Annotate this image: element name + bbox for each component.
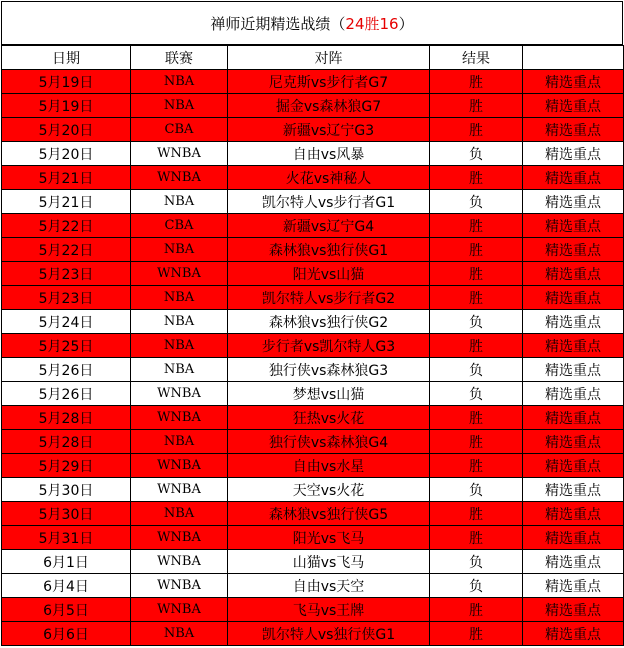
table-row — [2, 142, 624, 166]
header-result: 结果 — [430, 46, 523, 70]
cell-result: 胜 — [430, 430, 523, 454]
record-table — [1, 45, 624, 646]
cell-tag: 精选重点 — [523, 166, 624, 190]
cell-league: CBA — [131, 214, 228, 238]
header-date: 日期 — [2, 46, 131, 70]
cell-result: 胜 — [430, 334, 523, 358]
cell-matchup: 掘金vs森林狼G7 — [228, 94, 430, 118]
table-row — [2, 190, 624, 214]
cell-matchup: 新疆vs辽宁G3 — [228, 118, 430, 142]
table-row — [2, 214, 624, 238]
title-suffix: ） — [398, 14, 414, 33]
cell-tag: 精选重点 — [523, 454, 624, 478]
cell-date: 6月1日 — [2, 550, 131, 574]
cell-league: WNBA — [131, 382, 228, 406]
record-sheet — [1, 1, 623, 646]
cell-result: 负 — [430, 358, 523, 382]
cell-result: 胜 — [430, 526, 523, 550]
table-row — [2, 598, 624, 622]
cell-result: 胜 — [430, 94, 523, 118]
table-row — [2, 70, 624, 94]
cell-matchup: 自由vs天空 — [228, 574, 430, 598]
cell-result: 胜 — [430, 598, 523, 622]
cell-date: 5月30日 — [2, 502, 131, 526]
cell-league: NBA — [131, 502, 228, 526]
cell-result: 负 — [430, 142, 523, 166]
cell-date: 5月26日 — [2, 382, 131, 406]
cell-league: NBA — [131, 310, 228, 334]
cell-tag: 精选重点 — [523, 238, 624, 262]
cell-date: 5月22日 — [2, 214, 131, 238]
cell-league: WNBA — [131, 478, 228, 502]
cell-result: 负 — [430, 574, 523, 598]
table-row — [2, 166, 624, 190]
cell-date: 5月28日 — [2, 406, 131, 430]
table-row — [2, 310, 624, 334]
cell-matchup: 山猫vs飞马 — [228, 550, 430, 574]
table-row — [2, 502, 624, 526]
cell-league: WNBA — [131, 406, 228, 430]
cell-league: NBA — [131, 286, 228, 310]
cell-result: 胜 — [430, 70, 523, 94]
cell-result: 胜 — [430, 214, 523, 238]
cell-result: 胜 — [430, 118, 523, 142]
cell-result: 负 — [430, 478, 523, 502]
header-matchup: 对阵 — [228, 46, 430, 70]
cell-league: WNBA — [131, 142, 228, 166]
cell-tag: 精选重点 — [523, 310, 624, 334]
sheet-title — [1, 1, 623, 45]
cell-league: NBA — [131, 94, 228, 118]
cell-result: 胜 — [430, 262, 523, 286]
cell-league: NBA — [131, 190, 228, 214]
table-row — [2, 382, 624, 406]
cell-league: NBA — [131, 622, 228, 646]
cell-league: WNBA — [131, 574, 228, 598]
table-row — [2, 430, 624, 454]
cell-result: 胜 — [430, 454, 523, 478]
cell-date: 5月30日 — [2, 478, 131, 502]
cell-tag: 精选重点 — [523, 406, 624, 430]
cell-date: 5月25日 — [2, 334, 131, 358]
cell-date: 6月4日 — [2, 574, 131, 598]
table-row — [2, 94, 624, 118]
cell-date: 5月29日 — [2, 454, 131, 478]
table-row — [2, 526, 624, 550]
cell-league: NBA — [131, 358, 228, 382]
cell-tag: 精选重点 — [523, 334, 624, 358]
cell-matchup: 森林狼vs独行侠G1 — [228, 238, 430, 262]
cell-date: 5月20日 — [2, 118, 131, 142]
cell-tag: 精选重点 — [523, 70, 624, 94]
cell-result: 胜 — [430, 502, 523, 526]
cell-result: 胜 — [430, 622, 523, 646]
cell-league: NBA — [131, 334, 228, 358]
cell-matchup: 阳光vs飞马 — [228, 526, 430, 550]
cell-result: 负 — [430, 382, 523, 406]
table-row — [2, 238, 624, 262]
cell-matchup: 森林狼vs独行侠G5 — [228, 502, 430, 526]
cell-date: 5月28日 — [2, 430, 131, 454]
header-league: 联赛 — [131, 46, 228, 70]
table-row — [2, 262, 624, 286]
cell-tag: 精选重点 — [523, 94, 624, 118]
table-row — [2, 358, 624, 382]
cell-league: NBA — [131, 238, 228, 262]
cell-matchup: 凯尔特人vs步行者G1 — [228, 190, 430, 214]
table-row — [2, 622, 624, 646]
cell-result: 负 — [430, 550, 523, 574]
cell-tag: 精选重点 — [523, 478, 624, 502]
title-record: 24胜16 — [345, 14, 399, 33]
cell-date: 6月6日 — [2, 622, 131, 646]
cell-league: WNBA — [131, 526, 228, 550]
record-rows — [2, 70, 624, 646]
cell-tag: 精选重点 — [523, 118, 624, 142]
cell-tag: 精选重点 — [523, 430, 624, 454]
header-row — [2, 46, 624, 70]
cell-tag: 精选重点 — [523, 382, 624, 406]
cell-date: 5月26日 — [2, 358, 131, 382]
cell-league: CBA — [131, 118, 228, 142]
title-prefix: 禅师近期精选战绩（ — [210, 14, 346, 33]
cell-date: 5月22日 — [2, 238, 131, 262]
cell-matchup: 飞马vs王牌 — [228, 598, 430, 622]
cell-tag: 精选重点 — [523, 574, 624, 598]
cell-matchup: 梦想vs山猫 — [228, 382, 430, 406]
cell-date: 5月23日 — [2, 286, 131, 310]
cell-result: 胜 — [430, 166, 523, 190]
cell-tag: 精选重点 — [523, 190, 624, 214]
cell-tag: 精选重点 — [523, 598, 624, 622]
cell-matchup: 凯尔特人vs步行者G2 — [228, 286, 430, 310]
cell-matchup: 独行侠vs森林狼G4 — [228, 430, 430, 454]
table-row — [2, 478, 624, 502]
cell-matchup: 火花vs神秘人 — [228, 166, 430, 190]
cell-date: 5月24日 — [2, 310, 131, 334]
table-row — [2, 334, 624, 358]
cell-tag: 精选重点 — [523, 142, 624, 166]
cell-tag: 精选重点 — [523, 262, 624, 286]
cell-league: WNBA — [131, 598, 228, 622]
cell-tag: 精选重点 — [523, 286, 624, 310]
cell-matchup: 狂热vs火花 — [228, 406, 430, 430]
cell-matchup: 天空vs火花 — [228, 478, 430, 502]
cell-result: 负 — [430, 310, 523, 334]
cell-tag: 精选重点 — [523, 358, 624, 382]
cell-result: 胜 — [430, 286, 523, 310]
cell-league: WNBA — [131, 550, 228, 574]
cell-date: 5月20日 — [2, 142, 131, 166]
cell-matchup: 新疆vs辽宁G4 — [228, 214, 430, 238]
cell-league: NBA — [131, 70, 228, 94]
cell-tag: 精选重点 — [523, 502, 624, 526]
cell-date: 5月19日 — [2, 94, 131, 118]
cell-result: 胜 — [430, 406, 523, 430]
cell-matchup: 步行者vs凯尔特人G3 — [228, 334, 430, 358]
table-row — [2, 574, 624, 598]
cell-league: WNBA — [131, 454, 228, 478]
table-row — [2, 406, 624, 430]
cell-matchup: 森林狼vs独行侠G2 — [228, 310, 430, 334]
cell-matchup: 阳光vs山猫 — [228, 262, 430, 286]
header-tag — [523, 46, 624, 70]
cell-matchup: 自由vs水星 — [228, 454, 430, 478]
cell-date: 5月21日 — [2, 166, 131, 190]
cell-matchup: 凯尔特人vs独行侠G1 — [228, 622, 430, 646]
cell-tag: 精选重点 — [523, 526, 624, 550]
cell-matchup: 尼克斯vs步行者G7 — [228, 70, 430, 94]
cell-date: 5月23日 — [2, 262, 131, 286]
cell-tag: 精选重点 — [523, 214, 624, 238]
cell-date: 5月21日 — [2, 190, 131, 214]
cell-matchup: 独行侠vs森林狼G3 — [228, 358, 430, 382]
table-row — [2, 550, 624, 574]
cell-date: 6月5日 — [2, 598, 131, 622]
cell-league: WNBA — [131, 166, 228, 190]
cell-date: 5月31日 — [2, 526, 131, 550]
table-row — [2, 118, 624, 142]
cell-date: 5月19日 — [2, 70, 131, 94]
table-row — [2, 454, 624, 478]
cell-result: 胜 — [430, 238, 523, 262]
cell-tag: 精选重点 — [523, 550, 624, 574]
cell-league: NBA — [131, 430, 228, 454]
table-row — [2, 286, 624, 310]
cell-result: 负 — [430, 190, 523, 214]
cell-matchup: 自由vs风暴 — [228, 142, 430, 166]
cell-league: WNBA — [131, 262, 228, 286]
cell-tag: 精选重点 — [523, 622, 624, 646]
